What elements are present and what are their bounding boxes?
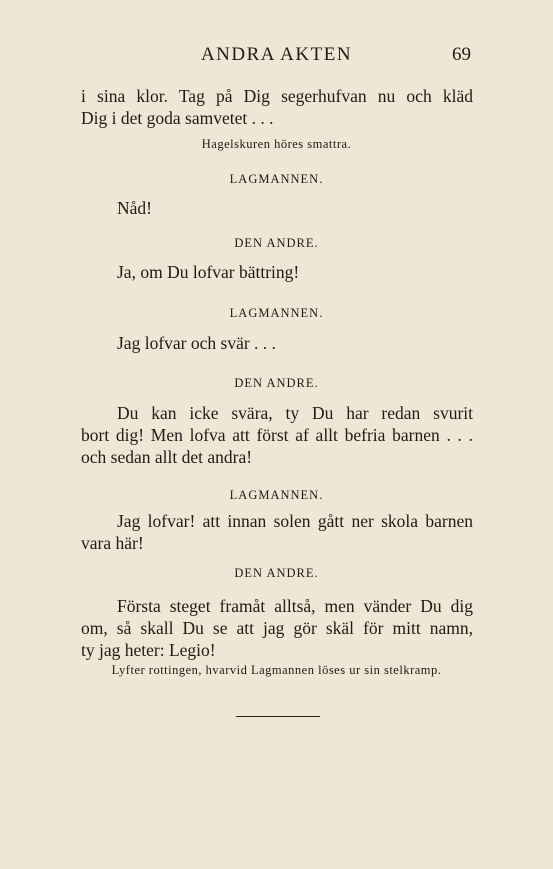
speaker-name: DEN ANDRE.	[234, 236, 319, 250]
speaker-name: LAGMANNEN.	[229, 306, 324, 320]
dialogue-line: ty jag heter: Legio!	[81, 640, 216, 660]
dialogue-line: Ja, om Du lofvar bättring!	[117, 262, 300, 282]
speaker-name: LAGMANNEN.	[229, 172, 324, 186]
speaker-name: DEN ANDRE.	[234, 566, 319, 580]
speaker-name: DEN ANDRE.	[234, 376, 319, 390]
dialogue-line: vara här!	[81, 533, 144, 553]
dialogue-line: bort dig! Men lofva att först af allt befria barnen . . .	[81, 425, 473, 445]
stage-direction: Hagelskuren höres smattra.	[201, 137, 352, 151]
speaker-name: LAGMANNEN.	[229, 488, 324, 502]
dialogue-line: Nåd!	[117, 198, 152, 218]
stage-direction: Lyfter rottingen, hvarvid Lagmannen löses ur sin stelkramp.	[111, 663, 442, 677]
dialogue-line: om, så skall Du se att jag gör skäl för mitt namn,	[81, 618, 473, 638]
dialogue-line: Första steget framåt alltså, men vänder Du dig	[117, 596, 473, 616]
page-number: 69	[452, 44, 471, 65]
section-divider	[236, 716, 320, 717]
text-line: i sina klor. Tag på Dig segerhufvan nu och kläd	[81, 86, 473, 106]
dialogue-line: Du kan icke svära, ty Du har redan svurit	[117, 403, 473, 423]
dialogue-line: och sedan allt det andra!	[81, 447, 253, 467]
dialogue-line: Jag lofvar! att innan solen gått ner skola barnen	[117, 511, 473, 531]
text-line: Dig i det goda samvetet . . .	[81, 108, 274, 128]
running-header: ANDRA AKTEN	[200, 44, 353, 65]
dialogue-line: Jag lofvar och svär . . .	[117, 333, 276, 353]
